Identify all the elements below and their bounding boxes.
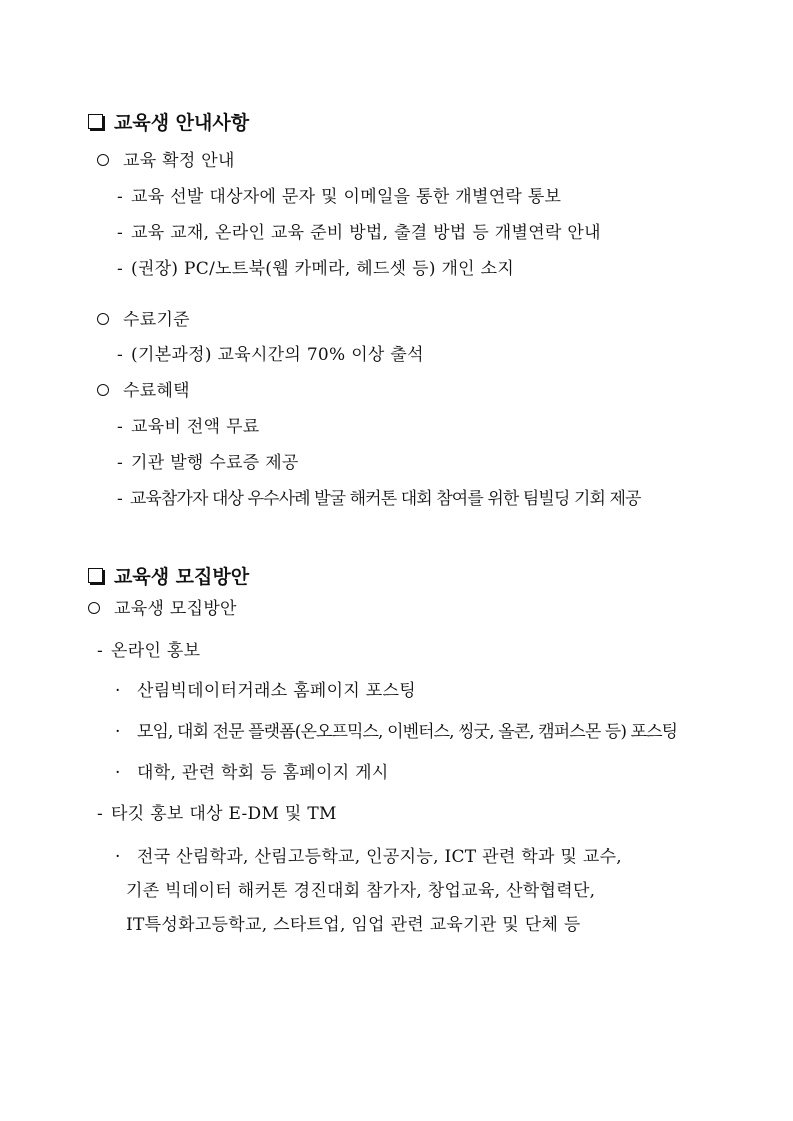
group-heading	[97, 150, 235, 172]
section-title-text: 교육생 안내사항	[114, 112, 250, 134]
group-heading	[97, 380, 190, 402]
group-heading-text: 교육 확정 안내	[123, 151, 235, 171]
group-heading-text: 교육생 모집방안	[114, 599, 237, 619]
checkbox-square-icon	[88, 568, 103, 583]
list-item-continuation	[126, 914, 581, 936]
list-item	[117, 344, 424, 366]
list-item	[115, 762, 389, 784]
list-item	[117, 488, 641, 510]
list-item-text: IT특성화고등학교, 스타트업, 임업 관련 교육기관 및 단체 등	[126, 915, 581, 935]
circle-bullet-icon	[97, 384, 109, 396]
list-item-text: (권장) PC/노트북(웹 카메라, 헤드셋 등) 개인 소지	[131, 259, 515, 279]
dash-bullet: -	[117, 417, 124, 437]
section-title-recruit	[88, 562, 249, 589]
circle-bullet-icon	[97, 154, 109, 166]
dash-bullet: -	[117, 453, 124, 473]
group-heading	[88, 598, 237, 620]
sub-heading-text: 타깃 홍보 대상 E-DM 및 TM	[111, 804, 337, 824]
dash-bullet: -	[117, 259, 124, 279]
dash-bullet: -	[97, 804, 104, 824]
dash-bullet: -	[117, 489, 122, 509]
list-item	[117, 258, 514, 280]
sub-heading	[97, 803, 337, 825]
dot-bullet: ·	[115, 847, 121, 867]
list-item-text: 교육 교재, 온라인 교육 준비 방법, 출결 방법 등 개별연락 안내	[131, 223, 601, 243]
list-item	[115, 846, 622, 868]
circle-bullet-icon	[88, 602, 100, 614]
dot-bullet: ·	[115, 763, 121, 783]
group-heading-text: 수료혜택	[123, 381, 190, 401]
list-item-text: 전국 산림학과, 산림고등학교, 인공지능, ICT 관련 학과 및 교수,	[137, 847, 623, 867]
dot-bullet: ·	[115, 722, 120, 742]
list-item-continuation	[126, 880, 595, 902]
list-item	[117, 416, 260, 438]
circle-bullet-icon	[97, 313, 109, 325]
list-item-text: 대학, 관련 학회 등 홈페이지 게시	[137, 763, 389, 783]
list-item-text: 교육 선발 대상자에 문자 및 이메일을 통한 개별연락 통보	[131, 187, 562, 207]
list-item-text: 모임, 대회 전문 플랫폼(온오프믹스, 이벤터스, 씽굿, 올콘, 캠퍼스몬 등) 포스팅	[137, 722, 678, 742]
group-heading-text: 수료기준	[123, 310, 190, 330]
list-item	[115, 721, 677, 743]
list-item-text: 교육비 전액 무료	[131, 417, 260, 437]
dash-bullet: -	[117, 345, 124, 365]
dash-bullet: -	[97, 641, 104, 661]
group-heading	[97, 309, 190, 331]
list-item-text: 교육참가자 대상 우수사례 발굴 해커톤 대회 참여를 위한 팀빌딩 기회 제공	[129, 489, 641, 509]
dot-bullet: ·	[115, 681, 121, 701]
list-item	[115, 680, 416, 702]
sub-heading	[97, 640, 200, 662]
section-title-guide	[88, 108, 249, 135]
list-item	[117, 452, 299, 474]
dash-bullet: -	[117, 223, 124, 243]
list-item-text: (기본과정) 교육시간의 70% 이상 출석	[131, 345, 424, 365]
list-item-text: 산림빅데이터거래소 홈페이지 포스팅	[137, 681, 416, 701]
list-item	[117, 222, 601, 244]
dash-bullet: -	[117, 187, 124, 207]
list-item-text: 기존 빅데이터 해커톤 경진대회 참가자, 창업교육, 산학협력단,	[126, 881, 596, 901]
checkbox-square-icon	[88, 114, 103, 129]
section-title-text: 교육생 모집방안	[114, 566, 250, 588]
sub-heading-text: 온라인 홍보	[111, 641, 201, 661]
list-item-text: 기관 발행 수료증 제공	[131, 453, 299, 473]
list-item	[117, 186, 561, 208]
